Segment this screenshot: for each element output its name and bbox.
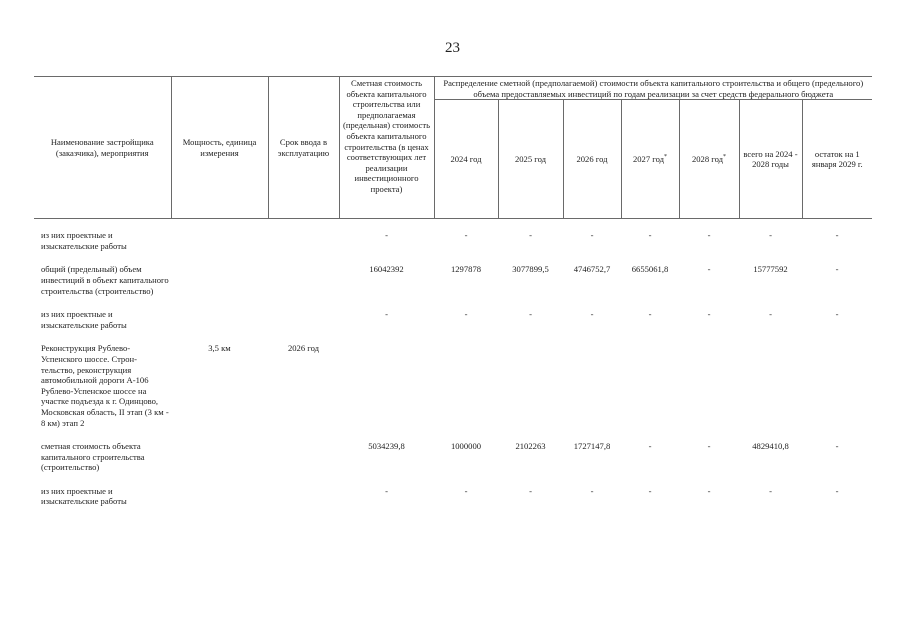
row-deadline-cell bbox=[268, 441, 339, 486]
row-2028-cell: - bbox=[707, 264, 711, 275]
header-capacity: Мощность, единица измерения bbox=[171, 77, 268, 219]
row-name-cell: из них проектные и изыскательские работы bbox=[41, 230, 127, 251]
row-2025-cell: 2102263 bbox=[515, 441, 546, 452]
row-remainder-cell bbox=[802, 343, 872, 441]
row-2026-cell bbox=[563, 343, 621, 441]
header-year-2025 bbox=[498, 100, 563, 219]
row-2024-cell: 1297878 bbox=[450, 264, 482, 275]
header-distribution: Распределение сметной (предполагаемой) стоимости объекта капитального строительства и общего (предельного) объема предоставляемых инвестиций по годам реализации за счет средств федерального бюджета bbox=[434, 77, 872, 100]
header-year-2024 bbox=[434, 100, 498, 219]
row-2028-cell: - bbox=[707, 230, 711, 241]
row-2028-cell: - bbox=[707, 309, 711, 320]
row-estimate-cell: 16042392 bbox=[369, 264, 404, 275]
header-deadline: Срок ввода в эксплуатацию bbox=[268, 77, 339, 219]
row-2027-cell: - bbox=[648, 309, 652, 320]
row-capacity-cell: 3,5 км bbox=[208, 343, 231, 354]
header-year-2026 bbox=[563, 100, 621, 219]
row-2025-cell bbox=[498, 343, 563, 441]
row-remainder-cell: - bbox=[835, 485, 839, 496]
table-header bbox=[34, 77, 872, 219]
header-remainder: остаток на 1 января 2029 г. bbox=[802, 100, 872, 219]
row-name-cell: из них проектные и изыскательские работы bbox=[41, 485, 127, 507]
row-2027-cell bbox=[621, 343, 679, 441]
row-2025-cell: 3077899,5 bbox=[512, 264, 549, 275]
row-2028-cell: - bbox=[707, 485, 711, 496]
row-2025-cell: - bbox=[529, 230, 532, 241]
row-total-cell: - bbox=[769, 230, 772, 241]
row-deadline-cell bbox=[268, 264, 339, 309]
row-name-cell: из них проектные и изыскательские работы bbox=[41, 309, 127, 330]
year-label: 2026 год bbox=[576, 153, 608, 164]
row-2026-cell: 1727147,8 bbox=[573, 441, 611, 452]
header-estimate: Сметная стоимость объекта капитального строительства или предполагаемая (предельная) стоимость объекта капитального строительства (в ценах соответствующих лет реализации инвестиционного проекта) bbox=[339, 77, 434, 219]
investment-table bbox=[34, 76, 872, 520]
row-remainder-cell: - bbox=[835, 309, 839, 320]
row-capacity-cell bbox=[171, 441, 268, 486]
year-label: 2027 год bbox=[632, 153, 665, 164]
row-deadline-cell bbox=[268, 230, 339, 264]
row-total-cell: 4829410,8 bbox=[752, 441, 789, 452]
header-total: всего на 2024 - 2028 годы bbox=[739, 100, 802, 219]
table-body bbox=[34, 219, 872, 520]
row-capacity-cell bbox=[171, 230, 268, 264]
year-label: 2025 год bbox=[514, 153, 547, 164]
row-capacity-cell bbox=[171, 264, 268, 309]
row-name-cell: Реконструкция Рублево-Успенского шоссе. Строн-тельство, реконструкция автомобильной дороги А-106 Рублево-Успенское шоссе на участке подъезда к г. Одинцово, Московская область, II этап (3 км - 8 км) этап 2 bbox=[41, 343, 169, 428]
year-label: 2028 год bbox=[691, 153, 724, 164]
header-year-2027 bbox=[621, 100, 679, 219]
table-row bbox=[34, 343, 872, 441]
table-row bbox=[34, 486, 872, 520]
row-2025-cell: - bbox=[529, 309, 532, 320]
row-estimate-cell bbox=[339, 343, 434, 441]
table-row bbox=[34, 441, 872, 486]
row-2024-cell: - bbox=[464, 309, 468, 320]
row-2028-cell: - bbox=[707, 441, 711, 452]
year-footnote-mark: * bbox=[723, 154, 727, 161]
row-2027-cell: - bbox=[648, 485, 652, 496]
row-2026-cell: - bbox=[590, 230, 594, 241]
row-2024-cell: - bbox=[464, 485, 468, 496]
year-footnote-mark: * bbox=[664, 154, 668, 161]
table-row bbox=[34, 309, 872, 343]
row-2027-cell: - bbox=[648, 441, 652, 452]
year-label: 2024 год bbox=[450, 153, 482, 164]
row-2025-cell: - bbox=[529, 485, 532, 496]
row-2026-cell: 4746752,7 bbox=[573, 264, 611, 275]
row-remainder-cell: - bbox=[835, 230, 839, 241]
row-estimate-cell: - bbox=[385, 485, 388, 496]
row-capacity-cell bbox=[171, 486, 268, 520]
page-number: 23 bbox=[445, 40, 460, 56]
table-row bbox=[34, 264, 872, 309]
row-2024-cell bbox=[434, 343, 498, 441]
row-estimate-cell: - bbox=[385, 309, 388, 320]
row-2026-cell: - bbox=[590, 309, 594, 320]
row-2028-cell bbox=[679, 343, 739, 441]
row-remainder-cell: - bbox=[835, 264, 839, 275]
row-total-cell: 15777592 bbox=[753, 264, 788, 275]
row-capacity-cell bbox=[171, 309, 268, 343]
row-2024-cell: - bbox=[464, 230, 468, 241]
row-estimate-cell: - bbox=[385, 230, 388, 241]
header-name: Наименование застройщика (заказчика), мероприятия bbox=[34, 77, 171, 219]
row-total-cell bbox=[739, 343, 802, 441]
header-year-2028 bbox=[679, 100, 739, 219]
row-remainder-cell: - bbox=[835, 441, 839, 452]
row-2027-cell: - bbox=[648, 230, 652, 241]
row-2026-cell: - bbox=[590, 485, 594, 496]
row-total-cell: - bbox=[769, 309, 772, 320]
row-2027-cell: 6655061,8 bbox=[631, 264, 669, 275]
row-total-cell: - bbox=[769, 485, 772, 496]
row-name-cell: сметная стоимость объекта капитального строительства (строительство) bbox=[41, 441, 145, 473]
row-estimate-cell: 5034239,8 bbox=[368, 441, 405, 452]
row-deadline-cell bbox=[268, 486, 339, 520]
row-deadline-cell: 2026 год bbox=[287, 343, 320, 354]
row-2024-cell: 1000000 bbox=[450, 441, 482, 452]
row-deadline-cell bbox=[268, 309, 339, 343]
row-name-cell: общий (предельный) объем инвестиций в объект капитального строительства (строительство) bbox=[41, 264, 169, 296]
table-row bbox=[34, 230, 872, 264]
